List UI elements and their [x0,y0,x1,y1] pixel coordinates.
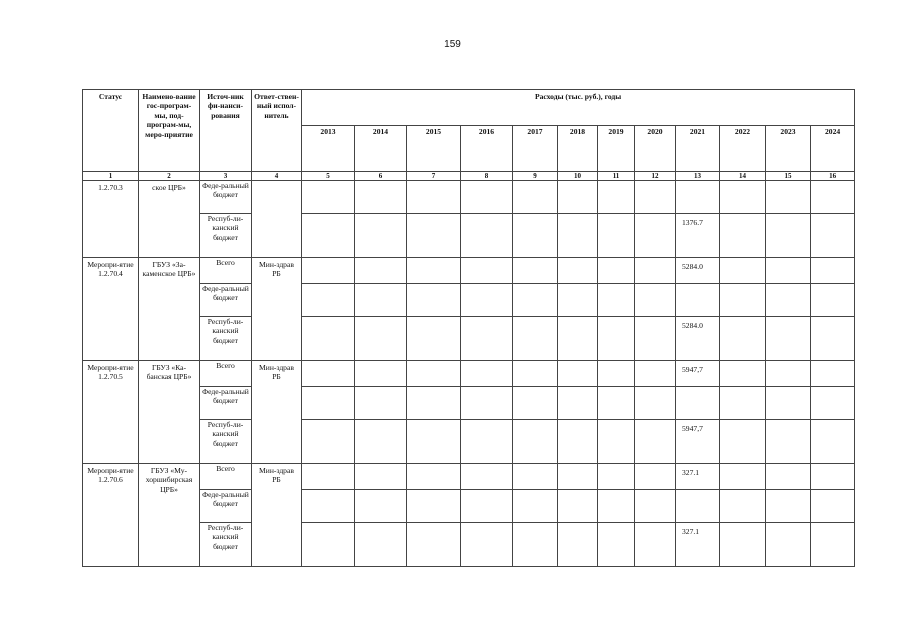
table-row [83,361,855,387]
expense-value-cell [461,387,513,420]
header-year: 2024 [811,126,855,172]
page-number: 159 [444,39,461,50]
header-year: 2014 [355,126,407,172]
expense-value-cell [635,214,676,258]
program-name-cell: ГБУЗ «Му-хоршибирская ЦРБ» [139,464,200,567]
expense-value-cell [635,258,676,284]
expense-value-cell [558,361,598,387]
expense-value-cell [355,420,407,464]
expense-value-cell [302,490,355,523]
expense-value-cell [513,420,558,464]
expense-value-cell [766,317,811,361]
program-name-cell: ГБУЗ «За-каменское ЦРБ» [139,258,200,361]
expense-value-cell [355,258,407,284]
expense-value-cell [811,258,855,284]
expense-value-cell [461,464,513,490]
column-number: 8 [461,172,513,181]
expense-value-cell [461,317,513,361]
expense-value-cell: 5947,7 [676,420,720,464]
expense-value-cell [302,181,355,214]
funding-source-cell: Феде-ральный бюджет [200,387,252,420]
expense-value-cell [598,361,635,387]
header-year: 2021 [676,126,720,172]
expense-value-cell [811,490,855,523]
expense-value-cell [676,490,720,523]
expense-value-cell [355,387,407,420]
expense-value-cell: 327.1 [676,464,720,490]
expense-value-cell [598,181,635,214]
header-year: 2015 [407,126,461,172]
expense-value-cell [407,258,461,284]
expense-value-cell [676,387,720,420]
expense-value-cell [598,387,635,420]
funding-source-cell: Феде-ральный бюджет [200,490,252,523]
expense-value-cell [461,181,513,214]
expense-value-cell [766,387,811,420]
expense-value-cell [355,523,407,567]
expense-value-cell [302,361,355,387]
expense-value-cell [407,181,461,214]
funding-source-cell: Респуб-ли-канский бюджет [200,523,252,567]
column-number: 9 [513,172,558,181]
expense-value-cell [513,387,558,420]
expense-value-cell [635,317,676,361]
expense-value-cell [811,361,855,387]
column-number: 14 [720,172,766,181]
expense-value-cell [513,181,558,214]
expense-value-cell [635,387,676,420]
expense-value-cell [635,420,676,464]
column-number: 13 [676,172,720,181]
executor-cell: Мин-здрав РБ [252,361,302,464]
expense-value-cell [558,181,598,214]
expense-value-cell [558,258,598,284]
expense-value-cell [355,181,407,214]
expense-value-cell [513,464,558,490]
expense-value-cell [811,420,855,464]
expense-value-cell: 327.1 [676,523,720,567]
expense-value-cell [558,464,598,490]
column-number: 6 [355,172,407,181]
expense-value-cell [676,284,720,317]
expense-value-cell [355,490,407,523]
expense-value-cell [302,523,355,567]
expense-value-cell [513,361,558,387]
expense-value-cell [598,214,635,258]
expense-value-cell [676,181,720,214]
expense-value-cell [811,284,855,317]
expense-value-cell [811,317,855,361]
expense-value-cell: 1376.7 [676,214,720,258]
expense-value-cell: 5947,7 [676,361,720,387]
funding-source-cell: Респуб-ли-канский бюджет [200,214,252,258]
expense-value-cell [513,523,558,567]
expense-value-cell [558,214,598,258]
expense-value-cell [302,317,355,361]
expense-value-cell [766,284,811,317]
expense-value-cell [407,420,461,464]
expense-value-cell [720,284,766,317]
expense-value-cell [766,361,811,387]
column-number: 12 [635,172,676,181]
expense-value-cell [766,523,811,567]
table-row [83,258,855,284]
expense-value-cell [720,258,766,284]
expense-value-cell [598,464,635,490]
header-program-name: Наимено-вание гос-програм-мы, под-програм-мы, меро-приятие [139,90,200,172]
expense-value-cell [461,490,513,523]
expense-value-cell: 5284.0 [676,317,720,361]
expense-value-cell [811,387,855,420]
expense-value-cell [558,387,598,420]
funding-source-cell: Респуб-ли-канский бюджет [200,420,252,464]
expense-value-cell [355,361,407,387]
expense-value-cell [461,420,513,464]
expense-value-cell [720,361,766,387]
status-cell: Меропри-ятие 1.2.70.5 [83,361,139,464]
expense-value-cell [461,523,513,567]
expense-value-cell [635,490,676,523]
column-number: 4 [252,172,302,181]
expense-value-cell [407,214,461,258]
header-expenses: Расходы (тыс. руб.), годы [302,90,855,126]
executor-cell: Мин-здрав РБ [252,464,302,567]
column-number: 3 [200,172,252,181]
table-row [83,464,855,490]
expense-value-cell [302,420,355,464]
expense-value-cell [513,284,558,317]
expense-value-cell [598,258,635,284]
expense-value-cell [558,523,598,567]
status-cell: 1.2.70.3 [83,181,139,258]
header-year: 2022 [720,126,766,172]
funding-source-cell: Феде-ральный бюджет [200,284,252,317]
expense-value-cell [766,490,811,523]
expense-value-cell [355,464,407,490]
expense-value-cell [598,523,635,567]
expense-value-cell [720,464,766,490]
expense-value-cell [766,214,811,258]
expense-value-cell [720,214,766,258]
table-row [83,181,855,214]
header-executor: Ответ-ствен-ный испол-нитель [252,90,302,172]
header-year: 2016 [461,126,513,172]
column-number: 15 [766,172,811,181]
executor-cell: Мин-здрав РБ [252,258,302,361]
column-number: 16 [811,172,855,181]
expense-value-cell [811,214,855,258]
expense-value-cell [635,464,676,490]
expense-value-cell [720,420,766,464]
expense-value-cell [720,523,766,567]
column-number: 7 [407,172,461,181]
funding-source-cell: Всего [200,361,252,387]
expense-value-cell [598,420,635,464]
header-year: 2017 [513,126,558,172]
funding-source-cell: Всего [200,464,252,490]
expense-value-cell [302,214,355,258]
column-number: 2 [139,172,200,181]
executor-cell [252,181,302,258]
expense-value-cell [558,317,598,361]
expense-value-cell [407,464,461,490]
expense-value-cell [407,523,461,567]
expense-value-cell [513,317,558,361]
expense-value-cell [461,361,513,387]
funding-source-cell: Феде-ральный бюджет [200,181,252,214]
expense-value-cell [558,284,598,317]
expense-value-cell [461,258,513,284]
expense-value-cell [766,181,811,214]
expense-value-cell [766,420,811,464]
expense-value-cell [302,258,355,284]
header-year: 2023 [766,126,811,172]
program-name-cell: ГБУЗ «Ка-банская ЦРБ» [139,361,200,464]
header-year: 2019 [598,126,635,172]
expense-value-cell [558,490,598,523]
header-year: 2013 [302,126,355,172]
expense-value-cell [407,317,461,361]
expense-value-cell [720,181,766,214]
expense-value-cell [513,258,558,284]
expense-value-cell [811,464,855,490]
expense-value-cell [302,284,355,317]
expense-value-cell [811,181,855,214]
expense-value-cell [355,284,407,317]
expense-value-cell [513,214,558,258]
status-cell: Меропри-ятие 1.2.70.6 [83,464,139,567]
expense-value-cell [558,420,598,464]
expense-value-cell [302,387,355,420]
expense-value-cell [598,284,635,317]
column-number: 1 [83,172,139,181]
header-funding-source: Источ-ник фи-нанси-рования [200,90,252,172]
header-year: 2018 [558,126,598,172]
expense-value-cell: 5284.0 [676,258,720,284]
expense-value-cell [635,361,676,387]
header-year: 2020 [635,126,676,172]
expense-value-cell [766,464,811,490]
expense-value-cell [598,317,635,361]
expense-value-cell [635,181,676,214]
expense-value-cell [302,464,355,490]
expense-value-cell [720,490,766,523]
expense-value-cell [720,317,766,361]
column-number: 10 [558,172,598,181]
column-number: 11 [598,172,635,181]
expense-value-cell [461,284,513,317]
expense-value-cell [766,258,811,284]
expense-value-cell [355,214,407,258]
expense-value-cell [407,490,461,523]
expense-value-cell [407,387,461,420]
expense-value-cell [407,361,461,387]
expense-value-cell [407,284,461,317]
program-name-cell: ское ЦРБ» [139,181,200,258]
funding-source-cell: Всего [200,258,252,284]
header-status: Статус [83,90,139,172]
expense-value-cell [635,523,676,567]
expense-value-cell [513,490,558,523]
expense-value-cell [811,523,855,567]
expense-value-cell [355,317,407,361]
expense-value-cell [720,387,766,420]
expenses-table [82,89,855,567]
expense-value-cell [598,490,635,523]
status-cell: Меропри-ятие 1.2.70.4 [83,258,139,361]
expense-value-cell [635,284,676,317]
funding-source-cell: Респуб-ли-канский бюджет [200,317,252,361]
expense-value-cell [461,214,513,258]
column-number: 5 [302,172,355,181]
